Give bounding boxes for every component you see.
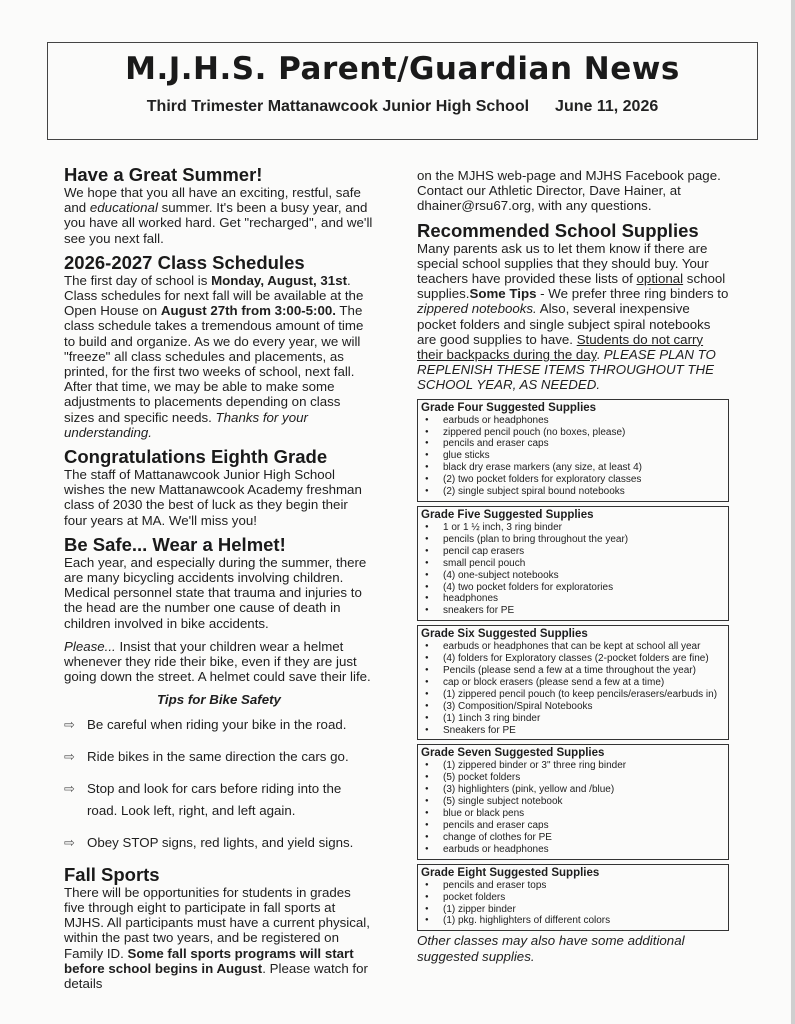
fall-sports-heading: Fall Sports	[64, 863, 160, 885]
bike-tip: ⇨ Be careful when riding your bike in the road.	[64, 714, 374, 736]
newsletter-title: M.J.H.S. Parent/Guardian News	[125, 51, 680, 87]
supply-item: ● pencils (plan to bring throughout the year)	[421, 534, 725, 546]
supply-list	[421, 641, 725, 736]
trimester-school: Third Trimester Mattanawcook Junior High School	[146, 98, 530, 115]
schedules-heading: 2026-2027 Class Schedules	[64, 251, 305, 273]
other-classes-note: Other classes may also have some additional suggested supplies.	[417, 933, 685, 964]
supply-item: ● (1) 1inch 3 ring binder	[421, 713, 725, 725]
supply-list	[421, 880, 725, 928]
newsletter-subtitle	[48, 98, 757, 116]
supply-item: ● (2) two pocket folders for exploratory classes	[421, 474, 725, 486]
arrow-right-icon: ⇨	[64, 834, 75, 850]
helmet-heading: Be Safe... Wear a Helmet!	[64, 533, 286, 555]
bike-tips-title: Tips for Bike Safety	[157, 692, 281, 708]
supply-list	[421, 522, 725, 617]
schedules-text: The first day of school is Monday, August, 31st. Class schedules for next fall will be available at the Open House on August 27th from 3:00-5:00. The class schedule takes a tremendous amount of time to build and organize. As we do every year, we will "freeze" all class schedules and placements, as printed, for the first two weeks of school, next fall. After that time, we may be able to make some adjustments to placements depending on class sizes and specific needs. Thanks for your understanding.	[64, 272, 364, 440]
supply-item: ● blue or black pens	[421, 808, 725, 820]
supply-item: ● pocket folders	[421, 892, 725, 904]
masthead	[47, 42, 758, 140]
supply-item: ● pencils and eraser caps	[421, 438, 725, 450]
supply-item: ● (2) single subject spiral bound notebooks	[421, 486, 725, 498]
arrow-right-icon: ⇨	[64, 780, 75, 796]
supply-item: ● (4) two pocket folders for exploratories	[421, 582, 725, 594]
arrow-right-icon: ⇨	[64, 716, 75, 732]
supply-item: ● Pencils (please send a few at a time throughout the year)	[421, 665, 725, 677]
supply-item: ● cap or block erasers (please send a few at a time)	[421, 677, 725, 689]
eighth-grade-heading: Congratulations Eighth Grade	[64, 446, 328, 468]
fall-sports-text: There will be opportunities for students in grades five through eight to participate in fall sports at MJHS. All participants must have a current physical, within the past two years, and be registered on Family ID. Some fall sports programs will start before school begins in August. Please watch for details	[64, 884, 370, 991]
supply-item: ● 1 or 1 ½ inch, 3 ring binder	[421, 522, 725, 534]
supply-item: ● headphones	[421, 593, 725, 605]
supply-item: ● (1) zippered pencil pouch (to keep pencils/erasers/earbuds in)	[421, 689, 725, 701]
grade-supply-title: Grade Six Suggested Supplies	[421, 628, 588, 641]
supply-item: ● earbuds or headphones that can be kept at school all year	[421, 641, 725, 653]
supplies-heading: Recommended School Supplies	[417, 219, 699, 241]
right-column	[417, 168, 729, 964]
grade-supply-title: Grade Seven Suggested Supplies	[421, 747, 605, 760]
supply-item: ● (3) highlighters (pink, yellow and /blue)	[421, 784, 725, 796]
grade-supply-box	[417, 399, 729, 502]
supply-item: ● (1) zipper binder	[421, 904, 725, 916]
grade-supply-box	[417, 864, 729, 932]
page-edge	[791, 0, 795, 1024]
arrow-right-icon: ⇨	[64, 748, 75, 764]
grade-supply-box	[417, 744, 729, 859]
fall-sports-continued: on the MJHS web-page and MJHS Facebook page. Contact our Athletic Director, Dave Hainer, at dhainer@rsu67.org, with any questions.	[417, 168, 721, 214]
supply-item: ● (5) single subject notebook	[421, 796, 725, 808]
supply-item: ● pencils and eraser caps	[421, 820, 725, 832]
supply-item: ● (4) one-subject notebooks	[421, 570, 725, 582]
supply-item: ● glue sticks	[421, 450, 725, 462]
supply-item: ● (1) pkg. highlighters of different colors	[421, 915, 725, 927]
issue-date: June 11, 2026	[555, 98, 659, 115]
grade-supply-title: Grade Five Suggested Supplies	[421, 508, 594, 521]
supply-item: ● zippered pencil pouch (no boxes, please)	[421, 427, 725, 439]
bike-tip: ⇨ Obey STOP signs, red lights, and yield signs.	[64, 832, 374, 854]
grade-supply-box	[417, 625, 729, 740]
supply-item: ● (1) zippered binder or 3" three ring binder	[421, 760, 725, 772]
eighth-grade-text: The staff of Mattanawcook Junior High School wishes the new Mattanawcook Academy freshman class of 2030 the best of luck as they begin their four years at MA. We'll miss you!	[64, 467, 362, 528]
left-column	[64, 164, 374, 991]
bike-tip: ⇨ Stop and look for cars before riding into the road. Look left, right, and left again.	[64, 778, 374, 822]
summer-heading: Have a Great Summer!	[64, 164, 263, 185]
supply-item: ● small pencil pouch	[421, 558, 725, 570]
grade-supply-title: Grade Eight Suggested Supplies	[421, 866, 600, 879]
grade-supply-box	[417, 506, 729, 621]
grade-supply-title: Grade Four Suggested Supplies	[421, 401, 597, 414]
supply-item: ● change of clothes for PE	[421, 832, 725, 844]
summer-text: We hope that you all have an exciting, restful, safe and educational summer. It's been a busy year, and you have all worked hard. Get "recharged", and we'll see you next fall.	[64, 185, 373, 246]
grade-supply-lists	[417, 399, 729, 932]
supplies-intro: Many parents ask us to let them know if there are special school supplies that they should buy. Your teachers have provided these lists of optional school supplies.Some Tips - We prefer three ring binders to zippered notebooks. Also, several inexpensive pocket folders and single subject spiral notebooks are good supplies to have. Students do not carry their backpacks during the day. PLEASE PLAN TO REPLENISH THESE ITEMS THROUGHOUT THE SCHOOL YEAR, AS NEEDED.	[417, 240, 729, 393]
supply-item: ● pencil cap erasers	[421, 546, 725, 558]
supply-item: ● (5) pocket folders	[421, 772, 725, 784]
supply-item: ● black dry erase markers (any size, at least 4)	[421, 462, 725, 474]
supply-item: ● Sneakers for PE	[421, 725, 725, 737]
bike-tip: ⇨ Ride bikes in the same direction the cars go.	[64, 746, 374, 768]
supply-item: ● earbuds or headphones	[421, 415, 725, 427]
supply-item: ● pencils and eraser tops	[421, 880, 725, 892]
supply-item: ● (3) Composition/Spiral Notebooks	[421, 701, 725, 713]
helmet-text-2: Please... Insist that your children wear a helmet whenever they ride their bike, even if they are just going down the street. A helmet could save their life.	[64, 638, 371, 685]
supply-list	[421, 415, 725, 498]
supply-item: ● earbuds or headphones	[421, 844, 725, 856]
helmet-text-1: Each year, and especially during the summer, there are many bicycling accidents involving children. Medical personnel state that trauma and injuries to the head are the number one cause of death in children involved in bike accidents.	[64, 554, 367, 631]
supply-item: ● (4) folders for Exploratory classes (2-pocket folders are fine)	[421, 653, 725, 665]
supply-item: ● sneakers for PE	[421, 605, 725, 617]
supply-list	[421, 760, 725, 855]
